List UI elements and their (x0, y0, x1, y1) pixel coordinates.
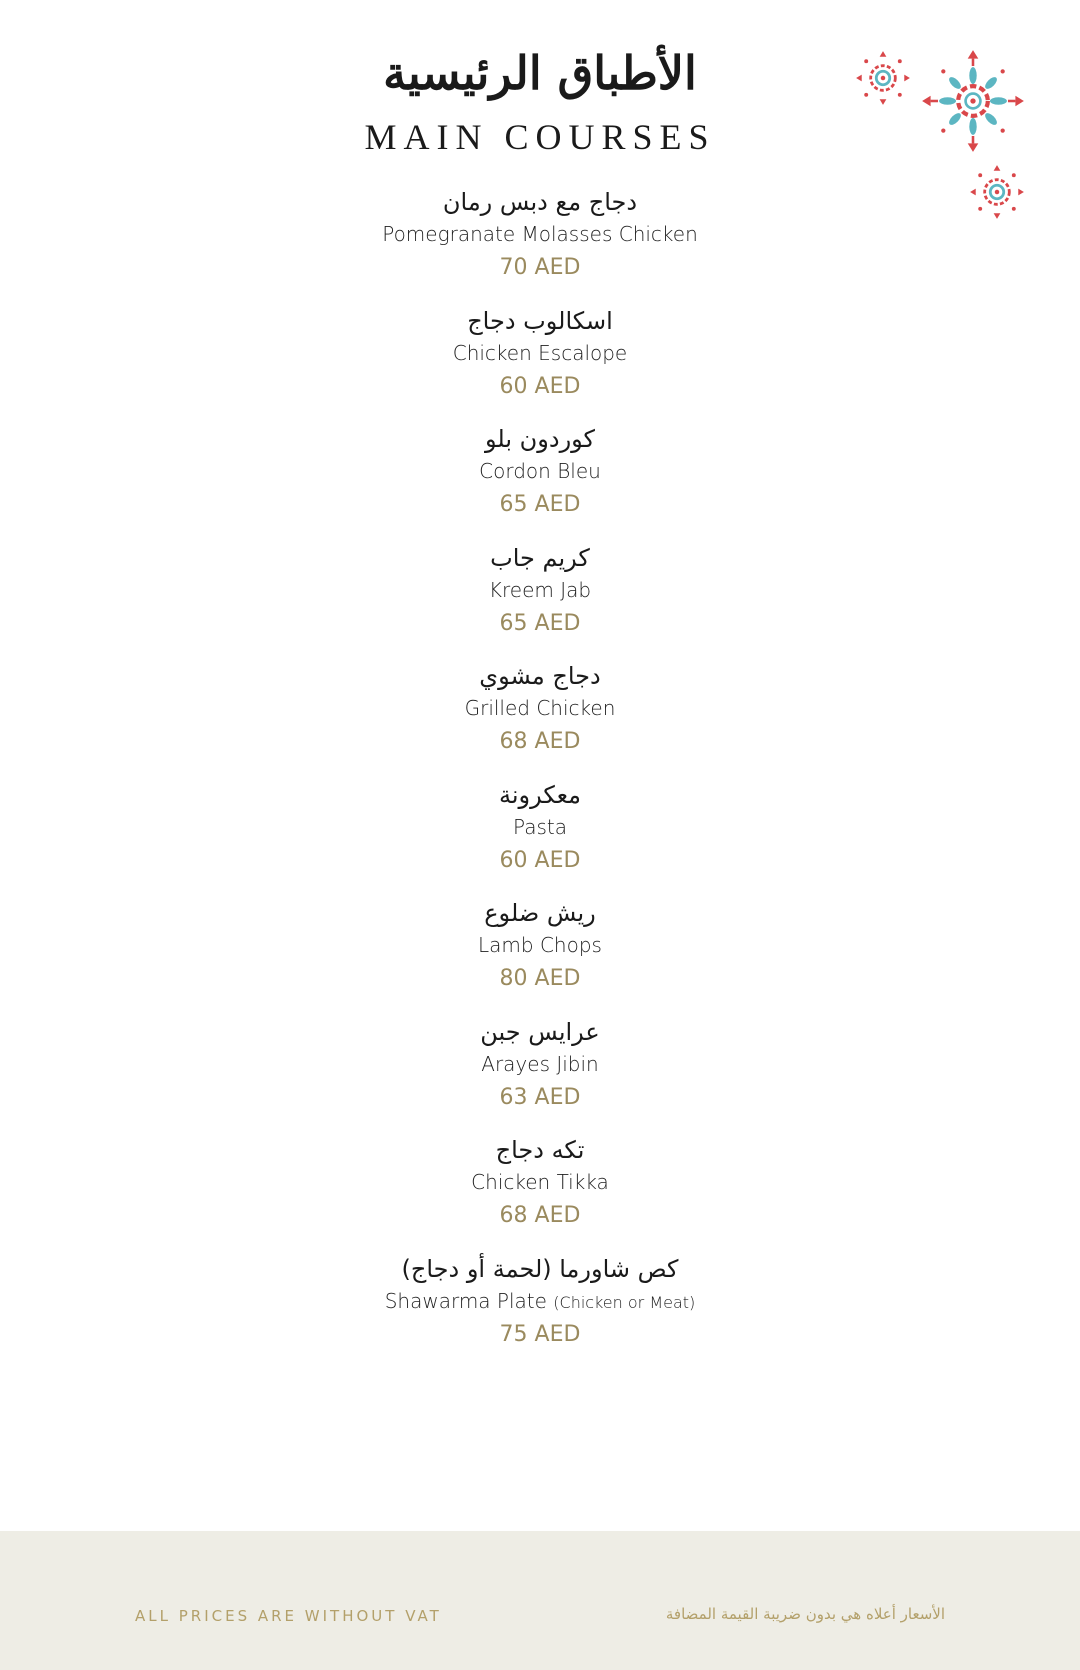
footer (0, 1531, 1080, 1670)
menu-item (0, 1253, 1080, 1372)
dish-name: Shawarma Plate (Chicken or Meat) (384, 1288, 696, 1313)
dish-name: Lamb Chops (478, 933, 602, 957)
dish-price: 70 AED (499, 255, 581, 280)
vat-notice: ALL PRICES ARE WITHOUT VAT (135, 1607, 442, 1625)
dish-name-arabic: دجاج مشوي (479, 662, 601, 690)
dish-name: Pasta (513, 814, 567, 839)
dish-price: 63 AED (499, 1084, 581, 1110)
dish-name-arabic: ريش ضلوع (484, 899, 596, 927)
dish-name: Chicken Escalope (452, 340, 628, 365)
menu-item (0, 1016, 1080, 1135)
dish-name-arabic: دجاج مع دبس رمان (442, 188, 638, 216)
dish-name-arabic: كريم جاب (490, 543, 590, 572)
dish-name: Kreem Jab (488, 577, 592, 602)
dish-price: 65 AED (499, 492, 581, 517)
dish-name-arabic: كوردون بلو (485, 425, 595, 453)
menu-item (0, 779, 1080, 898)
menu-item (0, 660, 1080, 779)
page-title: MAIN COURSES (364, 117, 716, 157)
dish-price: 65 AED (499, 610, 581, 636)
dish-note: (Chicken or Meat) (553, 1292, 696, 1312)
floral-mandala-icon (920, 48, 1026, 154)
dish-name: Pomegranate Molasses Chicken (382, 222, 698, 246)
menu-item (0, 186, 1080, 305)
dish-name: Grilled Chicken (464, 696, 616, 720)
dish-name-arabic: معكرونة (498, 780, 582, 809)
page-title-arabic: الأطباق الرئيسية (383, 46, 697, 100)
menu-item (0, 423, 1080, 542)
dish-price: 68 AED (499, 729, 581, 754)
floral-mandala-icon (855, 50, 911, 106)
dish-name: Arayes Jibin (481, 1051, 599, 1076)
vat-notice-arabic: الأسعار أعلاه هي بدون ضريبة القيمة المضافة (665, 1605, 945, 1623)
dish-price: 68 AED (499, 1203, 581, 1228)
menu-item (0, 542, 1080, 661)
dish-price: 60 AED (499, 373, 581, 399)
menu-list (0, 186, 1080, 1371)
dish-price: 75 AED (499, 1321, 581, 1347)
dish-price: 80 AED (499, 966, 581, 991)
menu-item (0, 897, 1080, 1016)
dish-name-arabic: كص شاورما (لحمة أو دجاج) (401, 1254, 679, 1283)
dish-name-arabic: تكه دجاج (495, 1136, 585, 1164)
dish-name-arabic: عرايس جبن (480, 1017, 600, 1046)
dish-name: Chicken Tikka (471, 1170, 609, 1194)
menu-item (0, 1134, 1080, 1253)
menu-item (0, 305, 1080, 424)
dish-price: 60 AED (499, 847, 581, 873)
dish-name: Cordon Bleu (479, 459, 601, 483)
dish-name-arabic: اسكالوب دجاج (467, 306, 613, 335)
